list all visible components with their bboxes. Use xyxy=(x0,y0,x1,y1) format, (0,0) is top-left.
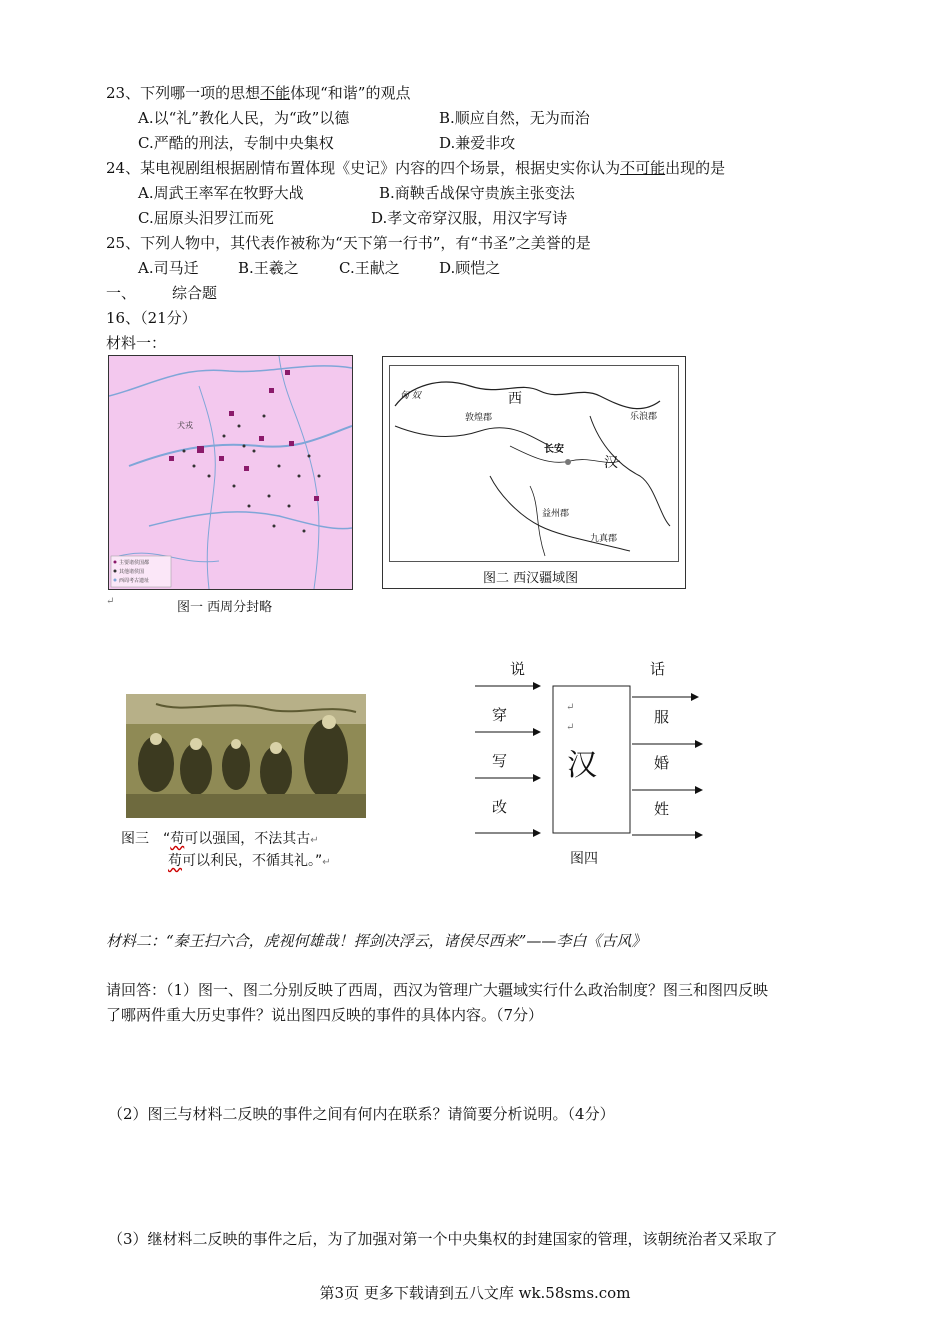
q23-option-d[interactable]: D.兼爱非攻 xyxy=(439,134,516,152)
figure-2-map xyxy=(382,356,686,589)
map-label-changan: 长安 xyxy=(544,444,564,455)
map-legend-2: 其他诸侯国 xyxy=(119,569,145,575)
map-label-dunhuang: 敦煌郡 xyxy=(465,413,493,423)
q24-option-d[interactable]: D.孝文帝穿汉服，用汉字写诗 xyxy=(371,209,568,227)
figure-4-diagram: 说 穿 写 改 汉 ↵ ↵ 话 服 婚 姓 图四 xyxy=(470,650,720,875)
q23-option-a[interactable]: A.以“礼”教化人民，为“政”以德 xyxy=(138,109,350,127)
section-number: 一、 xyxy=(106,284,137,302)
q25-option-b[interactable]: B.王羲之 xyxy=(238,259,299,277)
map-label-yizhou: 益州郡 xyxy=(542,509,570,519)
fig4-center: 汉 xyxy=(567,748,597,783)
fig4-right-2: 服 xyxy=(654,708,670,726)
figure-1-map xyxy=(108,355,353,590)
q24-option-b[interactable]: B.商鞅舌战保守贵族主张变法 xyxy=(379,184,575,202)
material-two: 材料二：“秦王扫六合，虎视何雄哉！挥剑决浮云，诸侯尽西来”——李白《古风》 xyxy=(106,932,647,950)
q23-stem: 23、下列哪一项的思想不能体现“和谐”的观点 xyxy=(106,84,411,102)
western-zhou-map-graphic xyxy=(109,356,352,589)
map-label-han: 汉 xyxy=(604,455,618,471)
sub-question-2: （2）图三与材料二反映的事件之间有何内在联系？请简要分析说明。（4分） xyxy=(108,1105,615,1123)
q16-heading: 16、（21分） xyxy=(106,309,197,327)
fig4-left-4: 改 xyxy=(492,798,508,816)
figure-3-painting xyxy=(126,694,366,818)
q24-option-c[interactable]: C.屈原头汨罗江而死 xyxy=(138,209,274,227)
map-legend-3: 西周考古遗址 xyxy=(119,578,150,584)
figure-3-caption-label: 图三 xyxy=(121,831,149,847)
fig4-left-1: 说 xyxy=(510,660,526,678)
map-label-west: 西 xyxy=(508,391,522,407)
map-label-lelang: 乐浪郡 xyxy=(630,412,658,422)
figure-3-quote-line-2: 苟可以利民，不循其礼。”↵ xyxy=(168,853,331,869)
fig4-left-2: 穿 xyxy=(492,706,508,724)
q23-option-b[interactable]: B.顺应自然，无为而治 xyxy=(439,109,590,127)
page-footer: 第3页 更多下载请到五八文库 wk.58sms.com xyxy=(319,1284,631,1302)
q24-option-a[interactable]: A.周武王率军在牧野大战 xyxy=(138,184,304,202)
material-one-label: 材料一： xyxy=(106,334,167,352)
western-han-map-graphic xyxy=(390,366,678,561)
q25-option-d[interactable]: D.顾恺之 xyxy=(439,259,501,277)
q25-option-a[interactable]: A.司马迁 xyxy=(138,259,199,277)
map-label-jiuzhen: 九真郡 xyxy=(590,534,618,544)
fig4-left-3: 写 xyxy=(492,752,508,770)
q23-option-c[interactable]: C.严酷的刑法，专制中央集权 xyxy=(138,134,334,152)
q25-stem: 25、下列人物中，其代表作被称为“天下第一行书”，有“书圣”之美誉的是 xyxy=(106,234,591,252)
fig4-right-1: 话 xyxy=(650,660,666,678)
figure-3-quote-line-1: “苟可以强国，不法其古↵ xyxy=(163,831,319,847)
figure-4-caption: 图四 xyxy=(570,851,598,867)
han-map-frame xyxy=(389,365,679,562)
map-label-xiongnu: 匈 奴 xyxy=(400,391,421,401)
sub-question-3: （3）继材料二反映的事件之后，为了加强对第一个中央集权的封建国家的管理，该朝统治者又采取了 xyxy=(108,1230,778,1248)
sub-question-1-line-2: 了哪两件重大历史事件？说出图四反映的事件的具体内容。（7分） xyxy=(106,1006,544,1024)
sub-question-1-line-1: 请回答：（1）图一、图二分别反映了西周，西汉为管理广大疆域实行什么政治制度？图三和图四反映 xyxy=(106,981,769,999)
figure-1-caption: 图一 西周分封略 xyxy=(177,600,273,615)
fig4-right-3: 婚 xyxy=(654,754,670,772)
fig4-right-4: 姓 xyxy=(654,800,670,818)
q25-option-c[interactable]: C.王献之 xyxy=(339,259,400,277)
figure-2-caption: 图二 西汉疆域图 xyxy=(483,571,579,586)
map-legend-1: 主要诸侯国都 xyxy=(119,560,150,566)
map-label-rong: 犬戎 xyxy=(177,421,193,430)
section-title: 综合题 xyxy=(172,284,218,302)
reform-scene-graphic xyxy=(126,694,366,818)
q24-stem: 24、某电视剧组根据剧情布置体现《史记》内容的四个场景，根据史实你认为不可能出现的是 xyxy=(106,159,726,177)
